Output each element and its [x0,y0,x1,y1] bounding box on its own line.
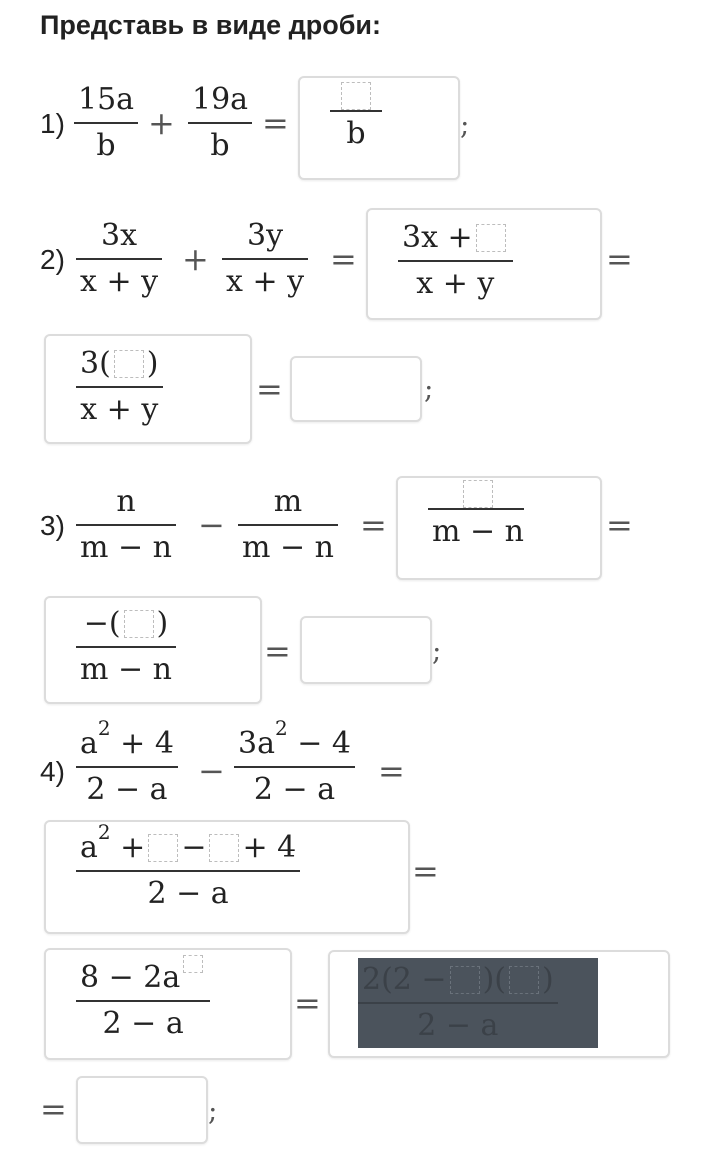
p1-f2-denominator: b [210,128,230,163]
equals-sign: = [606,506,633,544]
semicolon: ; [424,372,434,405]
p2-s2-numerator-pre: 3( [80,346,111,381]
p3-s2-numerator-pre: −( [83,606,121,641]
p3-s2-numerator-post: ) [156,606,169,641]
p4-s3-num-post: ) [541,962,554,997]
p2-step1-box[interactable] [366,208,602,320]
p3-s2-denominator: m − n [80,652,172,687]
equals-sign: = [294,984,321,1022]
p3-step1-fraction [428,480,528,554]
p3-s1-denominator: m − n [432,514,524,549]
p4-step3-fraction [358,958,558,1048]
p3-f2-numerator: m [273,484,303,519]
equals-sign: = [378,752,405,790]
p4-step2-box[interactable] [44,948,292,1060]
p2-f2-numerator: 3y [247,218,284,253]
p1-f1-numerator: 15a [78,82,135,117]
p1-numerator-input[interactable] [341,82,371,110]
equals-sign: = [606,240,633,278]
p2-f1-numerator: 3x [101,218,138,253]
p4-s1-num-end: + 4 [242,830,297,865]
p2-s1-numerator-input[interactable] [476,224,506,252]
p4-s2-denominator: 2 − a [102,1006,184,1041]
p3-final-input[interactable] [300,616,432,684]
p3-f1-numerator: n [116,484,136,519]
plus-sign: + [182,240,209,278]
p1-answer-denominator: b [346,116,366,151]
p4-final-input[interactable] [76,1076,208,1144]
p3-step2-box[interactable] [44,596,262,704]
equals-sign: = [330,240,357,278]
p2-fraction-2 [222,214,308,304]
p4-f2-num-exp: 2 [274,716,288,740]
minus-sign: − [198,752,225,790]
p4-f1-num-a: a [80,726,98,761]
p4-s3-denominator: 2 − a [417,1008,499,1043]
p4-s1-input-2[interactable] [209,834,239,862]
p2-step2-box[interactable] [44,334,252,444]
p3-s2-numerator-input[interactable] [124,610,154,638]
p2-s1-denominator: x + y [416,266,495,301]
p1-fraction-2 [188,78,252,168]
semicolon: ; [208,1094,218,1127]
p3-f2-denominator: m − n [242,530,334,565]
p3-step2-fraction [76,602,176,692]
p3-f1-denominator: m − n [80,530,172,565]
p4-f1-num-rest: + 4 [110,726,174,761]
p4-s1-input-1[interactable] [148,834,178,862]
p3-step1-box[interactable] [396,476,602,580]
p4-fraction-1 [76,716,178,812]
p3-fraction-1 [76,480,176,570]
equals-sign: = [262,104,289,142]
p4-s3-num-pre: 2(2 − [362,962,447,997]
p2-fraction-1 [76,214,162,304]
semicolon: ; [432,634,442,667]
p2-s1-numerator-text: 3x + [402,220,473,255]
plus-sign: + [148,104,175,142]
p1-answer-box[interactable] [298,76,460,180]
p2-final-input[interactable] [290,356,422,422]
p4-s1-num-exp: 2 [97,820,111,844]
p4-s3-input-2[interactable] [509,966,539,994]
problem-2-label: 2) [40,244,65,275]
p2-s2-numerator-input[interactable] [114,350,144,378]
p4-step1-box[interactable] [44,820,410,934]
semicolon: ; [460,108,470,141]
p4-s2-exponent-input[interactable] [183,955,203,973]
p2-s2-numerator-post: ) [146,346,159,381]
problem-1-label: 1) [40,108,65,139]
p1-answer-fraction [330,82,382,156]
p1-fraction-1 [74,78,138,168]
equals-sign: = [360,506,387,544]
p2-step2-fraction [76,342,163,432]
p4-f2-num-rest: − 4 [287,726,352,761]
p4-s1-num-plus: + [110,830,146,865]
equals-sign: = [412,852,439,890]
problem-4-label: 4) [40,756,65,787]
p4-s1-num-a: a [80,830,98,865]
p4-step3-highlight [358,958,598,1048]
p2-s2-denominator: x + y [80,392,159,427]
page-title: Представь в виде дроби: [40,10,381,40]
problem-3-label: 3) [40,510,65,541]
p2-step1-fraction [398,216,513,306]
p3-s1-numerator-input[interactable] [463,480,493,508]
p4-s1-num-minus: − [181,830,207,865]
p4-f1-num-exp: 2 [97,716,111,740]
equals-sign: = [264,632,291,670]
p4-step3-box[interactable] [328,950,670,1058]
p4-s3-num-mid: )( [482,962,506,997]
p1-f2-numerator: 19a [192,82,249,117]
p4-step2-fraction [76,956,210,1046]
p2-f2-denominator: x + y [226,264,305,299]
p3-fraction-2 [238,480,338,570]
p4-s1-denominator: 2 − a [147,876,229,911]
equals-sign: = [40,1090,67,1128]
p2-f1-denominator: x + y [80,264,159,299]
minus-sign: − [198,506,225,544]
p4-f2-num-a: 3a [238,726,275,761]
p4-f2-denominator: 2 − a [253,772,336,807]
p4-step1-fraction [76,820,300,916]
equals-sign: = [256,370,283,408]
p4-fraction-2 [234,716,355,812]
p4-s3-input-1[interactable] [450,966,480,994]
p4-f1-denominator: 2 − a [86,772,168,807]
p4-s2-numerator: 8 − 2a [80,960,181,995]
p1-f1-denominator: b [96,128,116,163]
